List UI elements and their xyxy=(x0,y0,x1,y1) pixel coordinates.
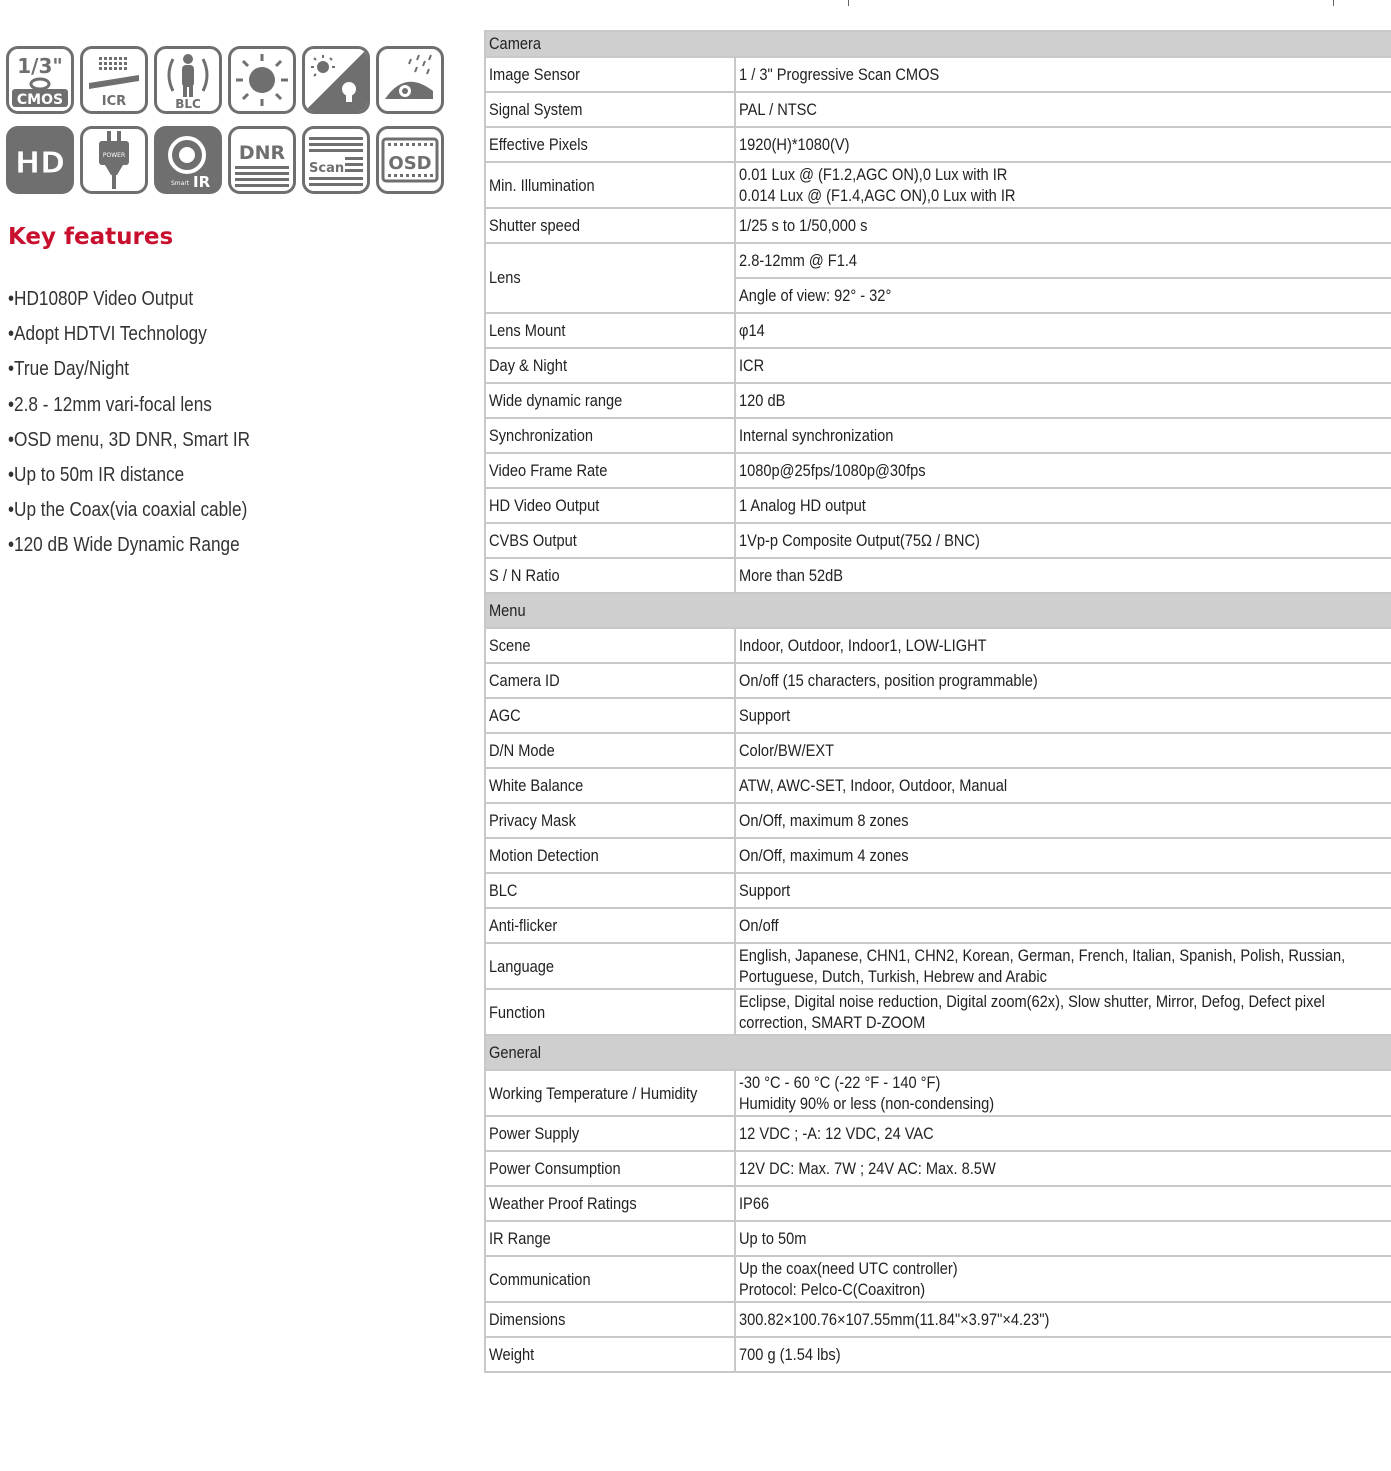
spec-value: 0.014 Lux @ (F1.4,AGC ON),0 Lux with IR xyxy=(739,186,1016,205)
svg-text:HD: HD xyxy=(14,146,66,181)
spec-label: Function xyxy=(489,1002,546,1022)
spec-value: On/off xyxy=(739,915,779,935)
spec-value: Protocol: Pelco-C(Coaxitron) xyxy=(739,1280,926,1299)
spec-value: PAL / NTSC xyxy=(739,99,818,119)
spec-value: Internal synchronization xyxy=(739,425,894,445)
day-night-icon xyxy=(302,46,370,114)
spec-row xyxy=(485,698,1391,733)
spec-row xyxy=(485,908,1391,943)
spec-label: Privacy Mask xyxy=(489,810,576,830)
spec-row xyxy=(485,1070,1391,1116)
key-feature-item: • True Day/Night xyxy=(8,354,250,389)
key-feature-item: • Up the Coax(via coaxial cable) xyxy=(8,495,250,530)
spec-value: Support xyxy=(739,705,791,725)
spec-label: Video Frame Rate xyxy=(489,460,608,480)
scan-icon xyxy=(302,126,370,194)
spec-value: 12V DC: Max. 7W ; 24V AC: Max. 8.5W xyxy=(739,1158,996,1178)
spec-row xyxy=(485,243,1391,278)
spec-value: 300.82×100.76×107.55mm(11.84"×3.97"×4.23") xyxy=(739,1309,1050,1329)
spec-row xyxy=(485,663,1391,698)
key-feature-item: • 120 dB Wide Dynamic Range xyxy=(8,530,250,565)
spec-row xyxy=(485,383,1391,418)
spec-row xyxy=(485,943,1391,989)
spec-label: Weight xyxy=(489,1344,535,1364)
spec-value: φ14 xyxy=(739,320,765,340)
spec-row xyxy=(485,1186,1391,1221)
power-plug-icon xyxy=(80,126,148,194)
spec-row xyxy=(485,92,1391,127)
spec-value: IP66 xyxy=(739,1193,770,1213)
spec-label: Dimensions xyxy=(489,1309,566,1329)
spec-value: Support xyxy=(739,880,791,900)
spec-value: Humidity 90% or less (non-condensing) xyxy=(739,1094,995,1113)
spec-value: ICR xyxy=(739,355,765,375)
spec-label: Power Consumption xyxy=(489,1158,621,1178)
spec-row xyxy=(485,768,1391,803)
osd-icon xyxy=(376,126,444,194)
spec-section-menu xyxy=(485,593,1391,628)
spec-row xyxy=(485,348,1391,383)
spec-row xyxy=(485,1256,1391,1302)
spec-value: 1 Analog HD output xyxy=(739,495,866,515)
spec-row xyxy=(485,127,1391,162)
hd-icon xyxy=(6,126,74,194)
spec-value: 2.8-12mm @ F1.4 xyxy=(739,250,858,270)
weatherproof-icon xyxy=(376,46,444,114)
spec-label: Synchronization xyxy=(489,425,594,445)
spec-label: Wide dynamic range xyxy=(489,390,623,410)
spec-label: Weather Proof Ratings xyxy=(489,1193,637,1213)
spec-row xyxy=(485,523,1391,558)
spec-value: 12 VDC ; -A: 12 VDC, 24 VAC xyxy=(739,1123,934,1143)
spec-row xyxy=(485,1221,1391,1256)
spec-label: Communication xyxy=(489,1269,591,1289)
spec-section-general xyxy=(485,1035,1391,1070)
cmos-1-3-icon xyxy=(6,46,74,114)
spec-row xyxy=(485,558,1391,593)
spec-row xyxy=(485,1337,1391,1372)
section-title: Menu xyxy=(489,600,526,620)
icr-icon xyxy=(80,46,148,114)
spec-row xyxy=(485,57,1391,92)
feature-icons-row-1 xyxy=(6,46,456,114)
blc-icon xyxy=(154,46,222,114)
spec-value: On/off (15 characters, position programmable) xyxy=(739,670,1038,690)
svg-text:POWER: POWER xyxy=(102,152,126,159)
key-feature-item: • Adopt HDTVI Technology xyxy=(8,319,250,354)
spec-label: Camera ID xyxy=(489,670,560,690)
key-feature-item: • OSD menu, 3D DNR, Smart IR xyxy=(8,425,250,460)
spec-label: Signal System xyxy=(489,99,583,119)
dnr-icon xyxy=(228,126,296,194)
spec-value: Indoor, Outdoor, Indoor1, LOW-LIGHT xyxy=(739,635,987,655)
spec-table xyxy=(484,30,1391,1373)
spec-value: 0.01 Lux @ (F1.2,AGC ON),0 Lux with IR xyxy=(739,165,1008,184)
spec-label: S / N Ratio xyxy=(489,565,560,585)
spec-label: Lens Mount xyxy=(489,320,566,340)
svg-text:OSD: OSD xyxy=(388,153,432,174)
spec-value: 120 dB xyxy=(739,390,786,410)
spec-value: Angle of view: 92° - 32° xyxy=(739,285,892,305)
spec-label: Min. Illumination xyxy=(489,175,595,195)
spec-label: White Balance xyxy=(489,775,584,795)
feature-icons-row-2 xyxy=(6,126,456,194)
spec-label: Anti-flicker xyxy=(489,915,558,935)
spec-row xyxy=(485,803,1391,838)
spec-value: On/Off, maximum 4 zones xyxy=(739,845,909,865)
spec-row xyxy=(485,1302,1391,1337)
spec-value: More than 52dB xyxy=(739,565,844,585)
spec-value: -30 °C - 60 °C (-22 °F - 140 °F) xyxy=(739,1073,941,1092)
key-feature-item: • 2.8 - 12mm vari-focal lens xyxy=(8,390,250,425)
section-title: Camera xyxy=(489,34,542,53)
page-tick-mark xyxy=(848,0,849,6)
spec-value: 1Vp-p Composite Output(75Ω / BNC) xyxy=(739,530,981,550)
svg-text:ICR: ICR xyxy=(101,94,127,109)
spec-row xyxy=(485,162,1391,208)
spec-value: Color/BW/EXT xyxy=(739,740,835,760)
svg-text:Smart: Smart xyxy=(171,180,190,187)
spec-label: Scene xyxy=(489,635,531,655)
spec-row xyxy=(485,313,1391,348)
svg-text:BLC: BLC xyxy=(175,97,201,111)
spec-row xyxy=(485,838,1391,873)
spec-value: 1/25 s to 1/50,000 s xyxy=(739,215,868,235)
spec-row xyxy=(485,628,1391,663)
spec-row xyxy=(485,488,1391,523)
spec-label: Image Sensor xyxy=(489,64,581,84)
spec-label: IR Range xyxy=(489,1228,551,1248)
smart-ir-icon xyxy=(154,126,222,194)
spec-row xyxy=(485,1116,1391,1151)
spec-value: English, Japanese, CHN1, CHN2, Korean, German, French, Italian, Spanish, Polish, Russian, xyxy=(739,946,1346,965)
spec-value: Up the coax(need UTC controller) xyxy=(739,1259,958,1278)
svg-text:Scan: Scan xyxy=(309,161,345,176)
spec-label: Effective Pixels xyxy=(489,134,588,154)
spec-section-camera xyxy=(485,31,1391,57)
spec-label: Power Supply xyxy=(489,1123,580,1143)
spec-value: 1080p@25fps/1080p@30fps xyxy=(739,460,926,480)
spec-row xyxy=(485,208,1391,243)
svg-text:DNR: DNR xyxy=(238,142,286,164)
page-tick-mark xyxy=(1333,0,1334,6)
spec-row xyxy=(485,453,1391,488)
spec-label: Shutter speed xyxy=(489,215,581,235)
key-feature-item: • HD1080P Video Output xyxy=(8,284,250,319)
spec-value: On/Off, maximum 8 zones xyxy=(739,810,909,830)
svg-text:1/3": 1/3" xyxy=(17,54,63,78)
spec-row xyxy=(485,733,1391,768)
spec-label: Motion Detection xyxy=(489,845,599,865)
spec-row xyxy=(485,989,1391,1035)
section-title: General xyxy=(489,1042,542,1062)
spec-label: Day & Night xyxy=(489,355,568,375)
spec-label: Lens xyxy=(489,268,521,287)
spec-label: Working Temperature / Humidity xyxy=(489,1083,698,1103)
key-features-list xyxy=(8,284,290,566)
spec-label: HD Video Output xyxy=(489,495,600,515)
spec-row xyxy=(485,418,1391,453)
svg-text:IR: IR xyxy=(193,173,211,191)
key-feature-item: • Up to 50m IR distance xyxy=(8,460,250,495)
spec-value: correction, SMART D-ZOOM xyxy=(739,1013,926,1032)
spec-value: 1 / 3" Progressive Scan CMOS xyxy=(739,64,940,84)
spec-label: AGC xyxy=(489,705,521,725)
wdr-sun-icon xyxy=(228,46,296,114)
key-features-title: Key features xyxy=(8,224,174,250)
svg-text:CMOS: CMOS xyxy=(16,92,64,108)
spec-value: ATW, AWC-SET, Indoor, Outdoor, Manual xyxy=(739,775,1008,795)
feature-icons xyxy=(6,46,456,206)
spec-row xyxy=(485,1151,1391,1186)
spec-value: 1920(H)*1080(V) xyxy=(739,134,850,154)
spec-label: CVBS Output xyxy=(489,530,577,550)
spec-label: BLC xyxy=(489,880,518,900)
spec-label: Language xyxy=(489,956,555,976)
spec-value: Up to 50m xyxy=(739,1228,807,1248)
spec-row xyxy=(485,873,1391,908)
spec-value: 700 g (1.54 lbs) xyxy=(739,1344,841,1364)
spec-value: Portuguese, Dutch, Turkish, Hebrew and Arabic xyxy=(739,967,1048,986)
spec-label: D/N Mode xyxy=(489,740,555,760)
spec-value: Eclipse, Digital noise reduction, Digital zoom(62x), Slow shutter, Mirror, Defog, Defect pixel xyxy=(739,992,1326,1011)
